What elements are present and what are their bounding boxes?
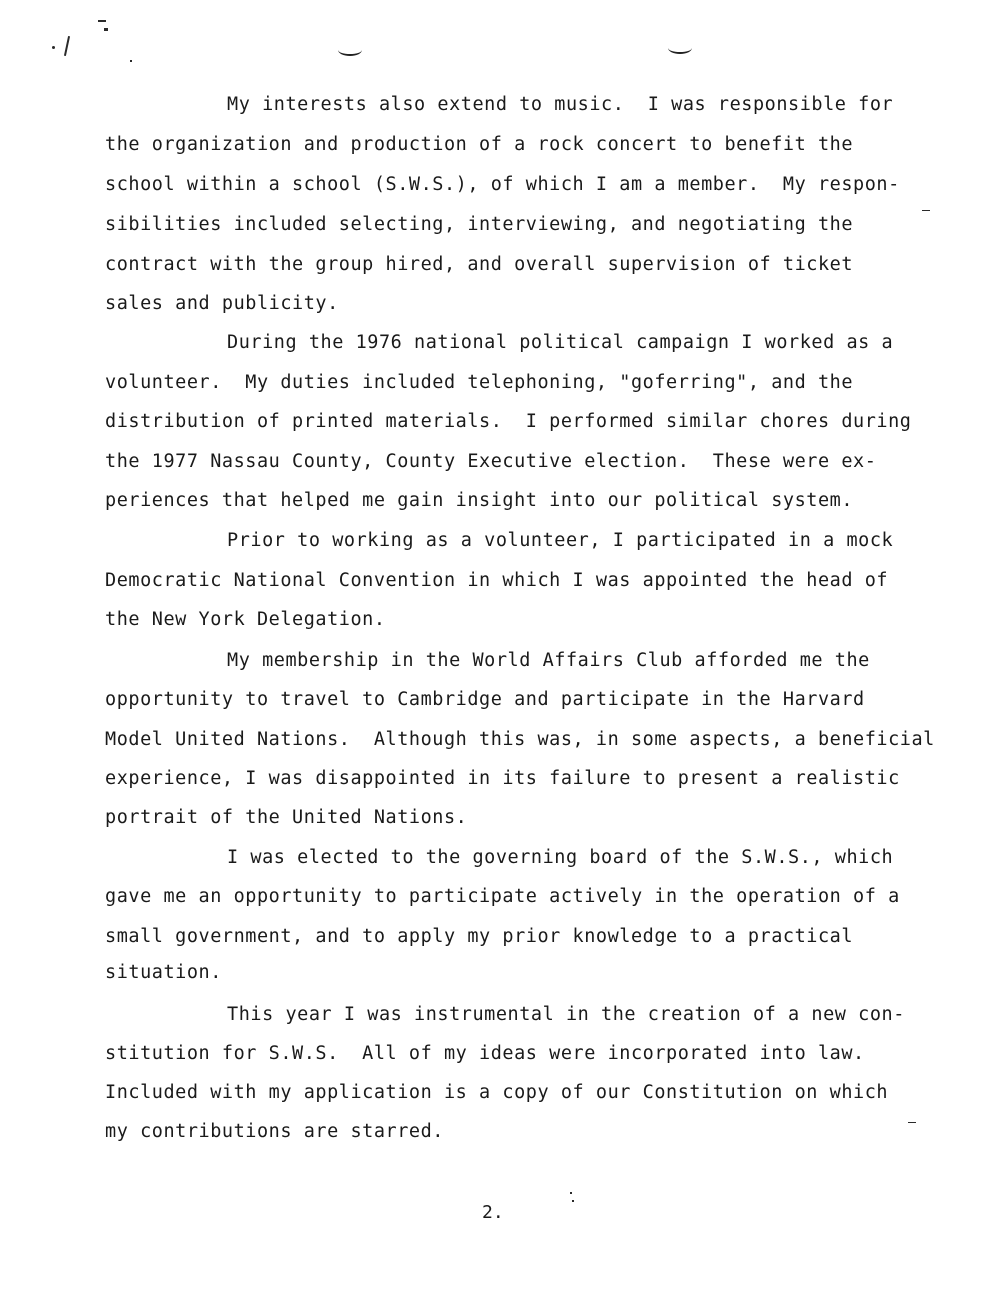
text-line: Democratic National Convention in which I was appointed the head of [105, 570, 889, 591]
text-line: opportunity to travel to Cambridge and participate in the Harvard [105, 689, 865, 710]
text-line: volunteer. My duties included telephoning, "goferring", and the [105, 372, 854, 393]
text-line: gave me an opportunity to participate actively in the operation of a [105, 886, 900, 907]
text-line: small government, and to apply my prior knowledge to a practical [105, 926, 854, 947]
binding-hole-mark [338, 44, 362, 56]
text-line: sibilities included selecting, interviewing, and negotiating the [105, 214, 854, 235]
text-line: My membership in the World Affairs Club afforded me the [227, 650, 870, 671]
text-line: distribution of printed materials. I performed similar chores during [105, 411, 912, 432]
text-line: experience, I was disappointed in its failure to present a realistic [105, 768, 900, 789]
text-line: the 1977 Nassau County, County Executive election. These were ex- [105, 451, 877, 472]
stray-mark [52, 46, 55, 49]
stray-mark [572, 1200, 574, 1202]
text-line: contract with the group hired, and overall supervision of ticket [105, 254, 854, 275]
text-line: my contributions are starred. [105, 1121, 444, 1142]
text-line: the New York Delegation. [105, 609, 386, 630]
text-line: During the 1976 national political campaign I worked as a [227, 332, 894, 353]
stray-mark [130, 60, 132, 62]
stray-mark [570, 1192, 572, 1194]
page-number: 2. [482, 1202, 504, 1223]
stray-mark [908, 1122, 916, 1123]
stray-mark [98, 20, 106, 22]
text-line: periences that helped me gain insight into our political system. [105, 490, 854, 511]
text-line: portrait of the United Nations. [105, 807, 468, 828]
stray-mark [104, 28, 108, 31]
text-line: the organization and production of a rock concert to benefit the [105, 134, 854, 155]
text-line: Model United Nations. Although this was, in some aspects, a beneficial [105, 729, 935, 750]
binding-hole-mark [668, 42, 692, 54]
text-line: stitution for S.W.S. All of my ideas were incorporated into law. [105, 1043, 865, 1064]
text-line: school within a school (S.W.S.), of which I am a member. My respon- [105, 174, 900, 195]
text-line: Included with my application is a copy of our Constitution on which [105, 1082, 889, 1103]
text-line: I was elected to the governing board of the S.W.S., which [227, 847, 894, 868]
stray-mark [922, 210, 930, 211]
text-line: My interests also extend to music. I was responsible for [227, 94, 894, 115]
text-line: situation. [105, 962, 222, 983]
text-line: sales and publicity. [105, 293, 339, 314]
text-line: Prior to working as a volunteer, I participated in a mock [227, 530, 894, 551]
stray-mark [64, 36, 70, 56]
text-line: This year I was instrumental in the creation of a new con- [227, 1004, 905, 1025]
